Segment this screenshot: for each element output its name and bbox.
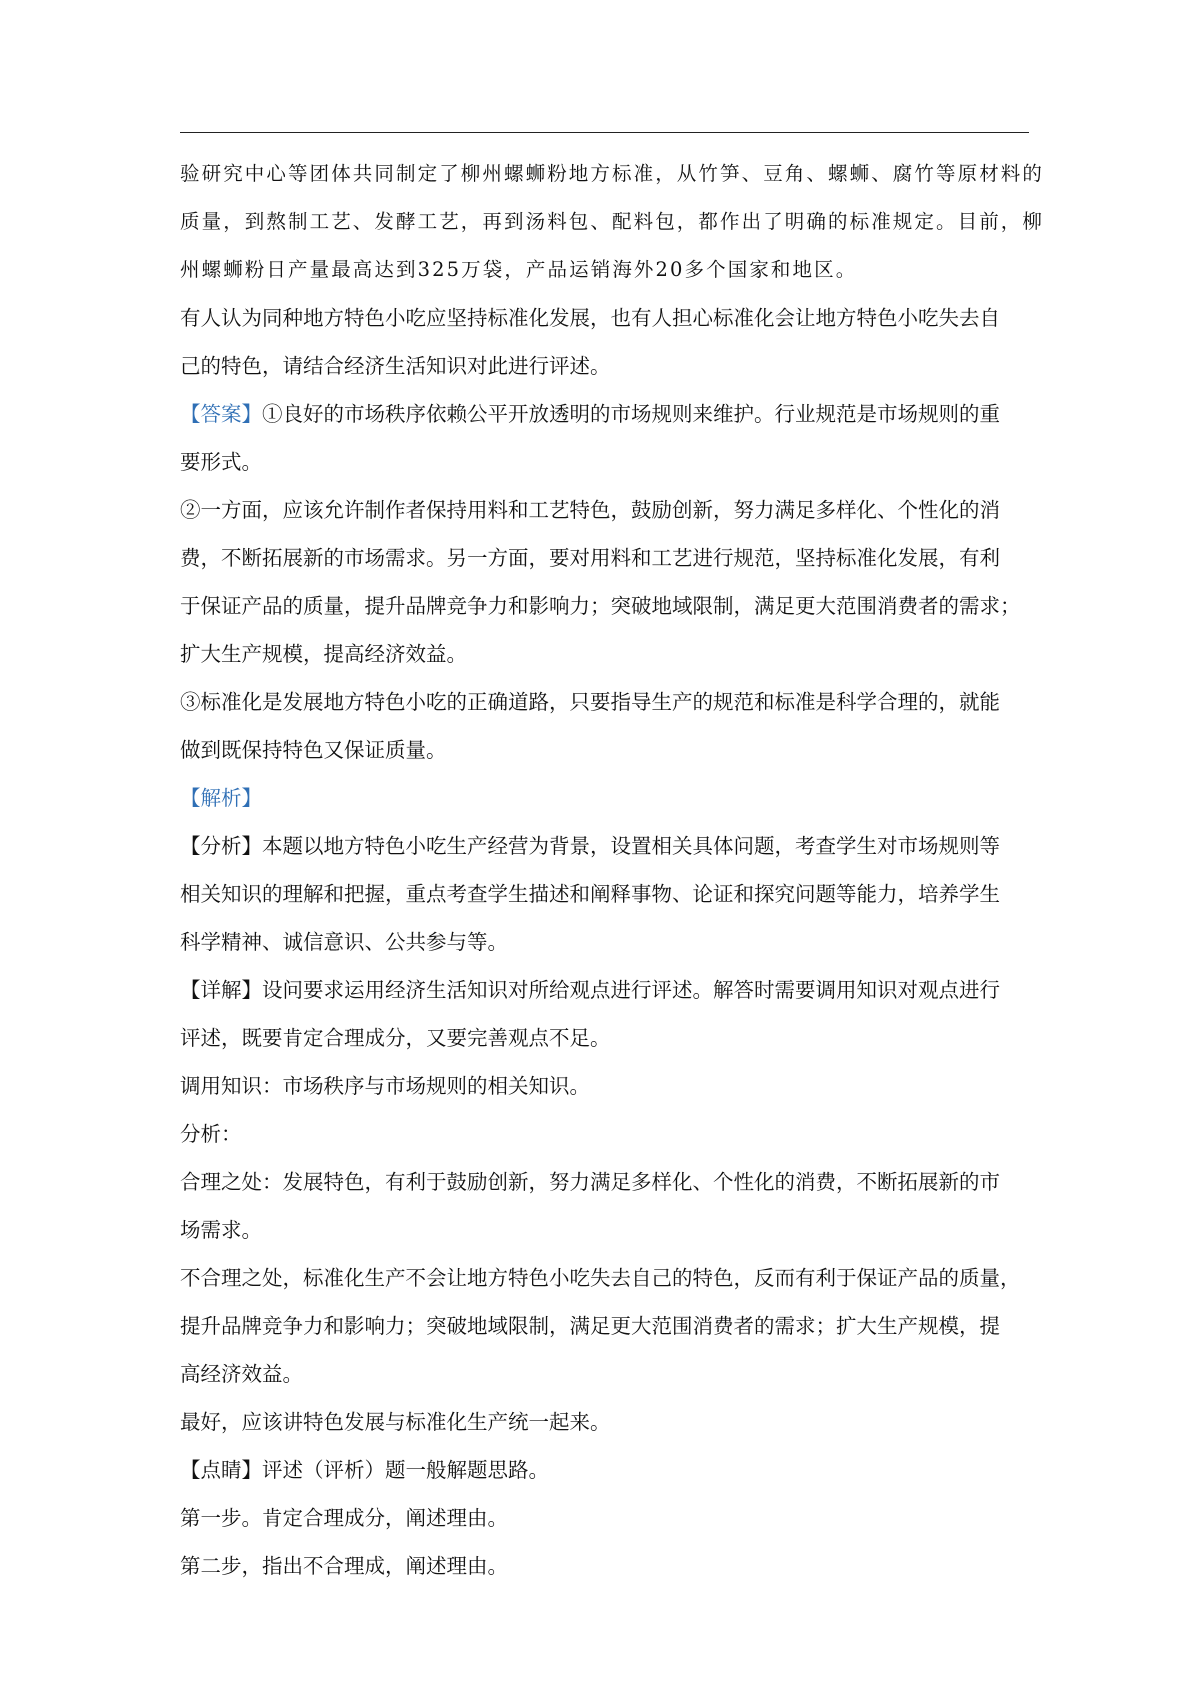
- answer-section: [180, 390, 1030, 774]
- material-line: 质量，到熬制工艺、发酵工艺，再到汤料包、配料包，都作出了明确的标准规定。目前，柳: [180, 210, 1045, 233]
- analysis-line: 场需求。: [180, 1218, 262, 1242]
- analysis-line: 第一步。肯定合理成分，阐述理由。: [180, 1506, 508, 1530]
- answer-line: 于保证产品的质量，提升品牌竞争力和影响力；突破地域限制，满足更大范围消费者的需求；: [180, 594, 1021, 618]
- analysis-line: 最好，应该讲特色发展与标准化生产统一起来。: [180, 1410, 611, 1434]
- analysis-line: 调用知识：市场秩序与市场规则的相关知识。: [180, 1074, 590, 1098]
- material-line: 州螺蛳粉日产量最高达到325万袋，产品运销海外20多个国家和地区。: [180, 258, 858, 281]
- question-paragraph: [180, 294, 1030, 390]
- answer-text: ①良好的市场秩序依赖公平开放透明的市场规则来维护。行业规范是市场规则的重: [262, 402, 1000, 426]
- analysis-line: 评述，既要肯定合理成分，又要完善观点不足。: [180, 1026, 611, 1050]
- answer-tag: 【答案】: [180, 402, 262, 426]
- answer-line: 费，不断拓展新的市场需求。另一方面，要对用料和工艺进行规范，坚持标准化发展，有利: [180, 546, 1000, 570]
- answer-line: [180, 390, 1030, 438]
- analysis-line: 科学精神、诚信意识、公共参与等。: [180, 930, 508, 954]
- analysis-line: 相关知识的理解和把握，重点考查学生描述和阐释事物、论证和探究问题等能力，培养学生: [180, 882, 1000, 906]
- analysis-line: 【点睛】评述（评析）题一般解题思路。: [180, 1458, 549, 1482]
- analysis-line: 分析：: [180, 1122, 242, 1146]
- header-rule: [180, 132, 1029, 133]
- question-line: 己的特色，请结合经济生活知识对此进行评述。: [180, 354, 611, 378]
- answer-line: ②一方面，应该允许制作者保持用料和工艺特色，鼓励创新，努力满足多样化、个性化的消: [180, 498, 1000, 522]
- document-body: [180, 150, 1045, 1590]
- question-line: 有人认为同种地方特色小吃应坚持标准化发展，也有人担心标准化会让地方特色小吃失去自: [180, 306, 1000, 330]
- answer-line: 做到既保持特色又保证质量。: [180, 738, 447, 762]
- analysis-line: 【分析】本题以地方特色小吃生产经营为背景，设置相关具体问题，考查学生对市场规则等: [180, 834, 1000, 858]
- analysis-section: [180, 774, 1030, 1590]
- analysis-line: 不合理之处，标准化生产不会让地方特色小吃失去自己的特色，反而有利于保证产品的质量，: [180, 1266, 1021, 1290]
- analysis-line: 提升品牌竞争力和影响力；突破地域限制，满足更大范围消费者的需求；扩大生产规模，提: [180, 1314, 1000, 1338]
- analysis-line: 高经济效益。: [180, 1362, 303, 1386]
- material-line: 验研究中心等团体共同制定了柳州螺蛳粉地方标准，从竹笋、豆角、螺蛳、腐竹等原材料的: [180, 162, 1045, 185]
- material-paragraph: [180, 150, 1045, 294]
- answer-line: ③标准化是发展地方特色小吃的正确道路，只要指导生产的规范和标准是科学合理的，就能: [180, 690, 1000, 714]
- analysis-tag: 【解析】: [180, 786, 262, 810]
- answer-line: 要形式。: [180, 450, 262, 474]
- analysis-line: 【详解】设问要求运用经济生活知识对所给观点进行评述。解答时需要调用知识对观点进行: [180, 978, 1000, 1002]
- analysis-line: 第二步，指出不合理成，阐述理由。: [180, 1554, 508, 1578]
- analysis-line: 合理之处：发展特色，有利于鼓励创新，努力满足多样化、个性化的消费，不断拓展新的市: [180, 1170, 1000, 1194]
- answer-line: 扩大生产规模，提高经济效益。: [180, 642, 467, 666]
